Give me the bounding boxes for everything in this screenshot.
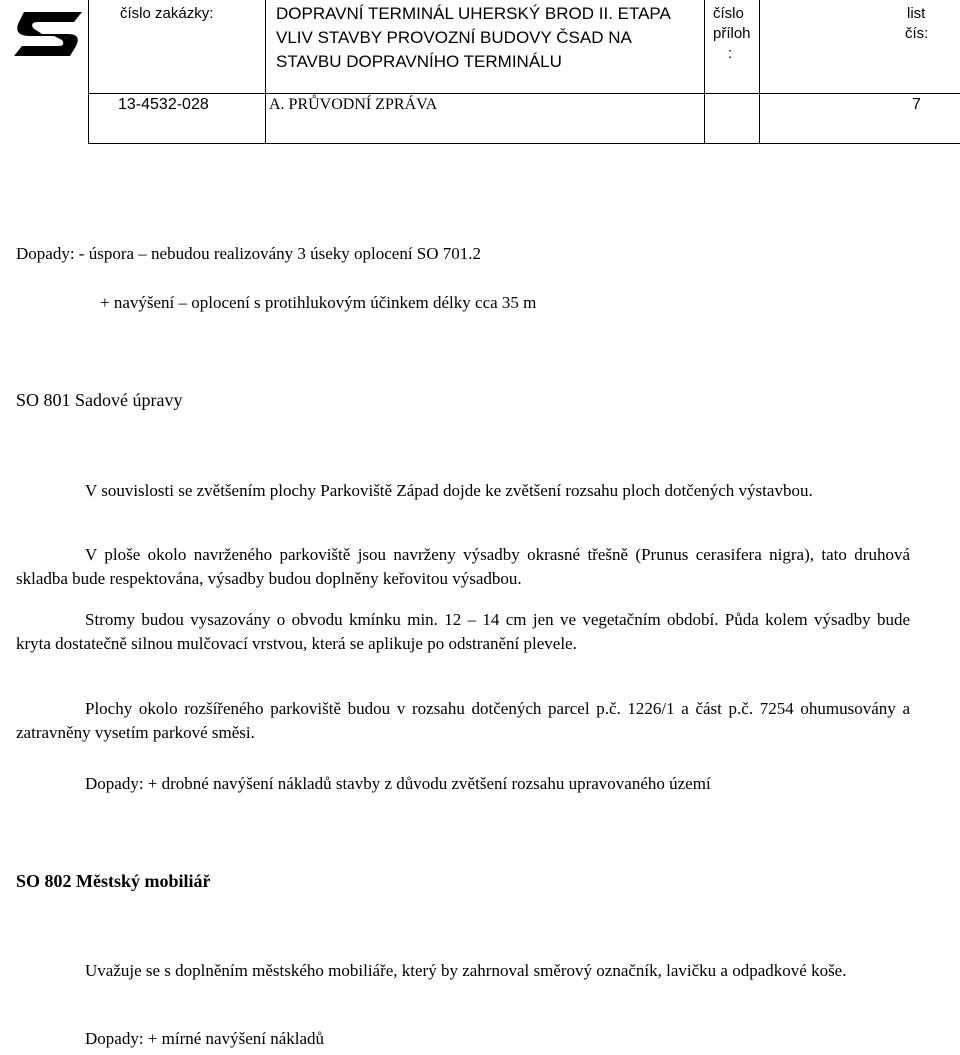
attachment-label-line-1: číslo [713,5,744,22]
order-number-label: číslo zakázky: [120,5,214,22]
order-number: 13-4532-028 [118,96,209,113]
so801-paragraph-1: V souvislosti se zvětšením plochy Parkoviště Západ dojde ke zvětšení rozsahu ploch dotčených výstavbou. [85,481,813,500]
impact-line-1: Dopady: - úspora – nebudou realizovány 3 úseky oplocení SO 701.2 [16,244,482,263]
header-rule-mid [88,93,960,94]
company-logo-icon [12,8,84,60]
project-title-line-3: STAVBU DOPRAVNÍHO TERMINÁLU [276,52,562,71]
so802-impact: Dopady: + mírné navýšení nákladů [85,1029,325,1048]
section-heading-so802: SO 802 Městský mobiliář [16,871,211,891]
header-col-divider [265,0,266,144]
impact-line-2: + navýšení – oplocení s protihlukovým účinkem délky cca 35 m [100,293,537,312]
so801-impact: Dopady: + drobné navýšení nákladů stavby z důvodu zvětšení rozsahu upravovaného území [85,774,711,793]
document-header [0,0,960,145]
sheet-label-line-2: čís: [905,25,929,42]
header-col-divider [759,0,760,144]
attachment-label-line-2: příloh [713,25,751,42]
header-col-divider [88,0,89,144]
attachment-label-line-3: : [728,45,733,62]
sheet-number: 7 [912,96,921,113]
project-title-line-1: DOPRAVNÍ TERMINÁL UHERSKÝ BROD II. ETAPA [276,4,671,23]
section-heading-so801: SO 801 Sadové úpravy [16,390,183,410]
so801-paragraph-4: Plochy okolo rozšířeného parkoviště budou v rozsahu dotčených parcel p.č. 1226/1 a část p.č. 7254 ohumusovány a zatravněny vysetím parkové směsi. [16,699,910,742]
sheet-label-line-1: list [907,5,926,22]
so801-paragraph-3: Stromy budou vysazovány o obvodu kmínku min. 12 – 14 cm jen ve vegetačním období. Půda kolem výsadby bude kryta dostatečně silnou mulčovací vrstvou, která se aplikuje po odstranění plevele. [16,610,910,653]
so801-paragraph-2: V ploše okolo navrženého parkoviště jsou navrženy výsadby okrasné třešně (Prunus cerasifera nigra), tato druhová skladba bude respektována, výsadby budou doplněny keřovitou výsadbou. [16,545,910,588]
header-rule-bottom [88,143,960,144]
project-title-line-2: VLIV STAVBY PROVOZNÍ BUDOVY ČSAD NA [276,28,632,47]
header-col-divider [704,0,705,144]
section-title: A. PRŮVODNÍ ZPRÁVA [269,96,438,113]
so802-paragraph-1: Uvažuje se s doplněním městského mobiliáře, který by zahrnoval směrový označník, lavičku a odpadkové koše. [85,961,847,980]
